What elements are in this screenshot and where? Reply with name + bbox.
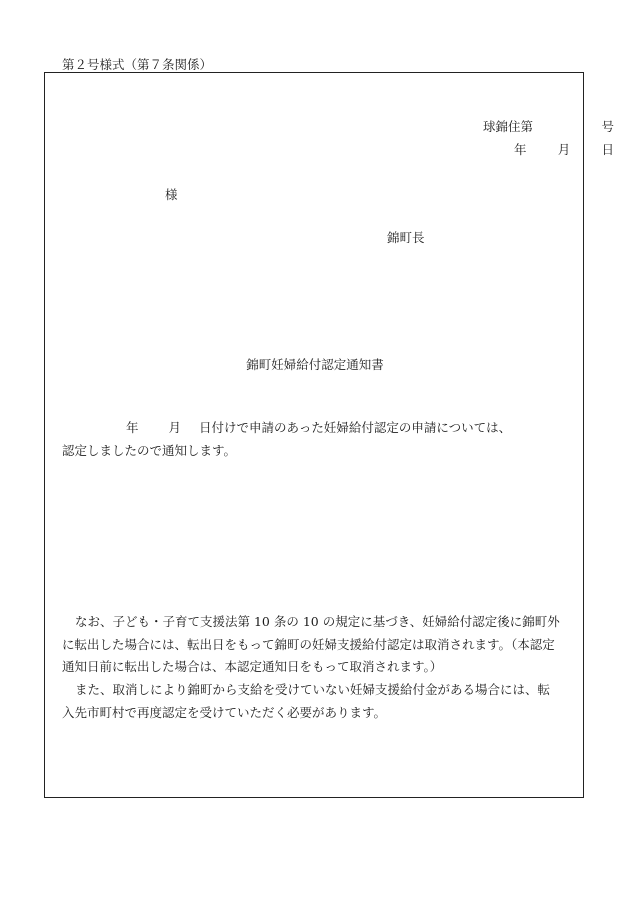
lead-rest: 日付けで申請のあった妊婦給付認定の申請については、 — [199, 420, 512, 435]
issue-date — [514, 140, 614, 158]
lead-year: 年 — [126, 420, 139, 435]
note-line: 通知日前に転出した場合は、本認定通知日をもって取消されます。） — [62, 659, 443, 675]
lead-paragraph-line-1 — [126, 418, 511, 436]
document-number-prefix: 球錦住第 — [482, 119, 533, 134]
document-number-suffix: 号 — [601, 119, 614, 134]
note-line: また、取消しにより錦町から支給を受けていない妊婦支援給付金がある場合には、転 — [75, 682, 551, 698]
date-year: 年 — [514, 142, 527, 157]
document-title: 錦町妊婦給付認定通知書 — [246, 357, 384, 372]
notes-section — [62, 611, 582, 725]
note-line: なお、子ども・子育て支援法第 10 条の 10 の規定に基づき、妊婦給付認定後に錦町外 — [75, 614, 560, 629]
issuer-name: 錦町長 — [387, 230, 425, 245]
note-line: に転出した場合には、転出日をもって錦町の妊婦支援給付認定は取消されます。（本認定 — [62, 636, 555, 652]
addressee-honorific: 様 — [165, 187, 178, 202]
lead-paragraph-line-2: 認定しましたので通知します。 — [62, 443, 237, 458]
date-month: 月 — [557, 142, 571, 157]
date-day: 日 — [601, 142, 614, 157]
form-number-label: 第２号様式（第７条関係） — [62, 57, 213, 72]
lead-month: 月 — [168, 420, 182, 435]
note-line: 入先市町村で再度認定を受けていただく必要があります。 — [62, 704, 387, 720]
